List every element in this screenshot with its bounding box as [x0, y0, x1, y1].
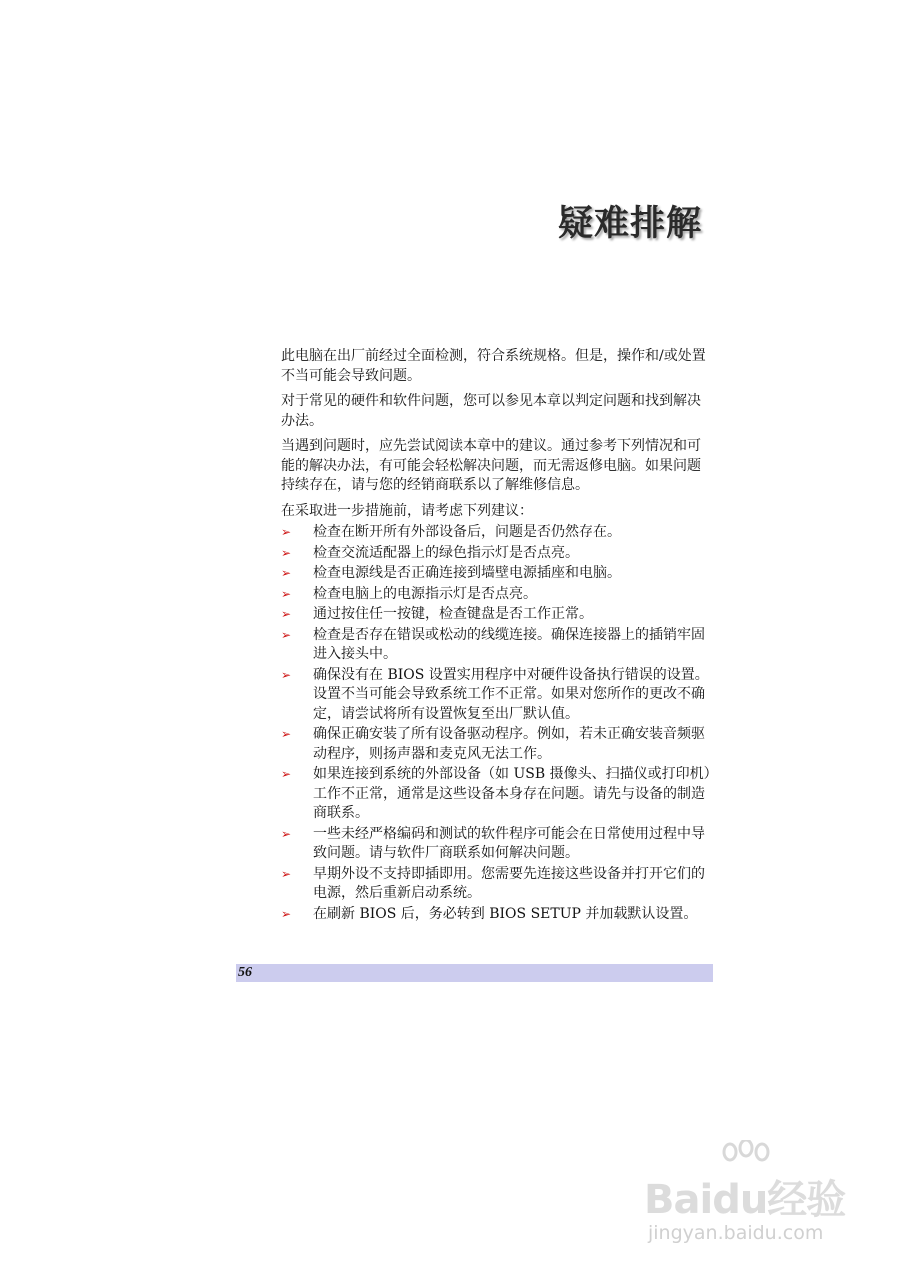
page-number: 56: [238, 965, 252, 980]
list-item: [281, 523, 713, 543]
list-item: [281, 765, 713, 824]
list-item-text: 检查在断开所有外部设备后，问题是否仍然存在。: [313, 524, 621, 540]
list-item: [281, 905, 713, 925]
red-arrow-bullet-icon: ➢: [281, 607, 292, 621]
list-item-text: 检查是否存在错误或松动的线缆连接。确保连接器上的插销牢固进入接头中。: [313, 626, 705, 662]
red-arrow-bullet-icon: ➢: [281, 545, 292, 560]
suggestions-lead-paragraph: 在采取进一步措施前，请考虑下列建议：: [281, 502, 533, 519]
list-item-text: 如果连接到系统的外部设备（如 USB 摄像头、扫描仪或打印机）工作不正常，通常是这些设备本身存在问题。请先与设备的制造商联系。: [313, 766, 711, 821]
list-item-text: 确保没有在 BIOS 设置实用程序中对硬件设备执行错误的设置。设置不当可能会导致系统工作不正常。如果对您所作的更改不确定，请尝试将所有设置恢复至出厂默认值。: [313, 666, 709, 722]
list-item-text: 确保正确安装了所有设备驱动程序。例如，若未正确安装音频驱动程序，则扬声器和麦克风无法工作。: [313, 726, 705, 762]
chapter-title: 疑难排解: [557, 204, 702, 244]
list-item-text: 检查交流适配器上的绿色指示灯是否点亮。: [313, 544, 579, 561]
red-arrow-bullet-icon: ➢: [281, 566, 292, 580]
list-item-text: 检查电源线是否正确连接到墙壁电源插座和电脑。: [313, 565, 621, 581]
footer-bar: [236, 964, 713, 982]
intro-paragraph: 此电脑在出厂前经过全面检测，符合系统规格。但是，操作和/或处置不当可能会导致问题。: [281, 348, 706, 384]
list-item: [281, 825, 713, 864]
red-arrow-bullet-icon: ➢: [281, 727, 292, 741]
watermark-url: jingyan.baidu.com: [648, 1222, 824, 1244]
red-arrow-bullet-icon: ➢: [281, 906, 292, 921]
list-item-text: 一些未经严格编码和测试的软件程序可能会在日常使用过程中导致问题。请与软件厂商联系如何解决问题。: [313, 825, 705, 861]
list-item: [281, 865, 713, 904]
red-arrow-bullet-icon: ➢: [281, 767, 292, 781]
list-item: [281, 564, 713, 584]
red-arrow-bullet-icon: ➢: [281, 866, 292, 881]
baidu-watermark: [640, 1140, 870, 1250]
list-item: [281, 585, 713, 605]
list-item: [281, 605, 713, 625]
list-item-text: 在刷新 BIOS 后，务必转到 BIOS SETUP 并加载默认设置。: [313, 905, 698, 922]
red-arrow-bullet-icon: ➢: [281, 667, 292, 682]
suggestion-list: [281, 523, 713, 924]
common-issues-paragraph: 对于常见的硬件和软件问题，您可以参见本章以判定问题和找到解决办法。: [281, 393, 701, 429]
list-item: [281, 666, 713, 725]
red-arrow-bullet-icon: ➢: [281, 627, 292, 642]
list-item-text: 早期外设不支持即插即用。您需要先连接这些设备并打开它们的电源，然后重新启动系统。: [313, 865, 705, 901]
list-item: [281, 626, 713, 665]
list-item: [281, 725, 713, 764]
watermark-logo-text: Baidu经验: [644, 1177, 846, 1223]
list-item-text: 通过按住任一按键，检查键盘是否工作正常。: [313, 606, 593, 622]
list-item: [281, 544, 713, 564]
body-content: [281, 347, 713, 925]
troubleshoot-paragraph: 当遇到问题时，应先尝试阅读本章中的建议。通过参考下列情况和可能的解决办法，有可能会轻松解决问题，而无需返修电脑。如果问题持续存在，请与您的经销商联系以了解维修信息。: [281, 438, 701, 493]
red-arrow-bullet-icon: ➢: [281, 826, 292, 841]
red-arrow-bullet-icon: ➢: [281, 525, 292, 539]
red-arrow-bullet-icon: ➢: [281, 586, 292, 601]
list-item-text: 检查电脑上的电源指示灯是否点亮。: [313, 585, 537, 602]
